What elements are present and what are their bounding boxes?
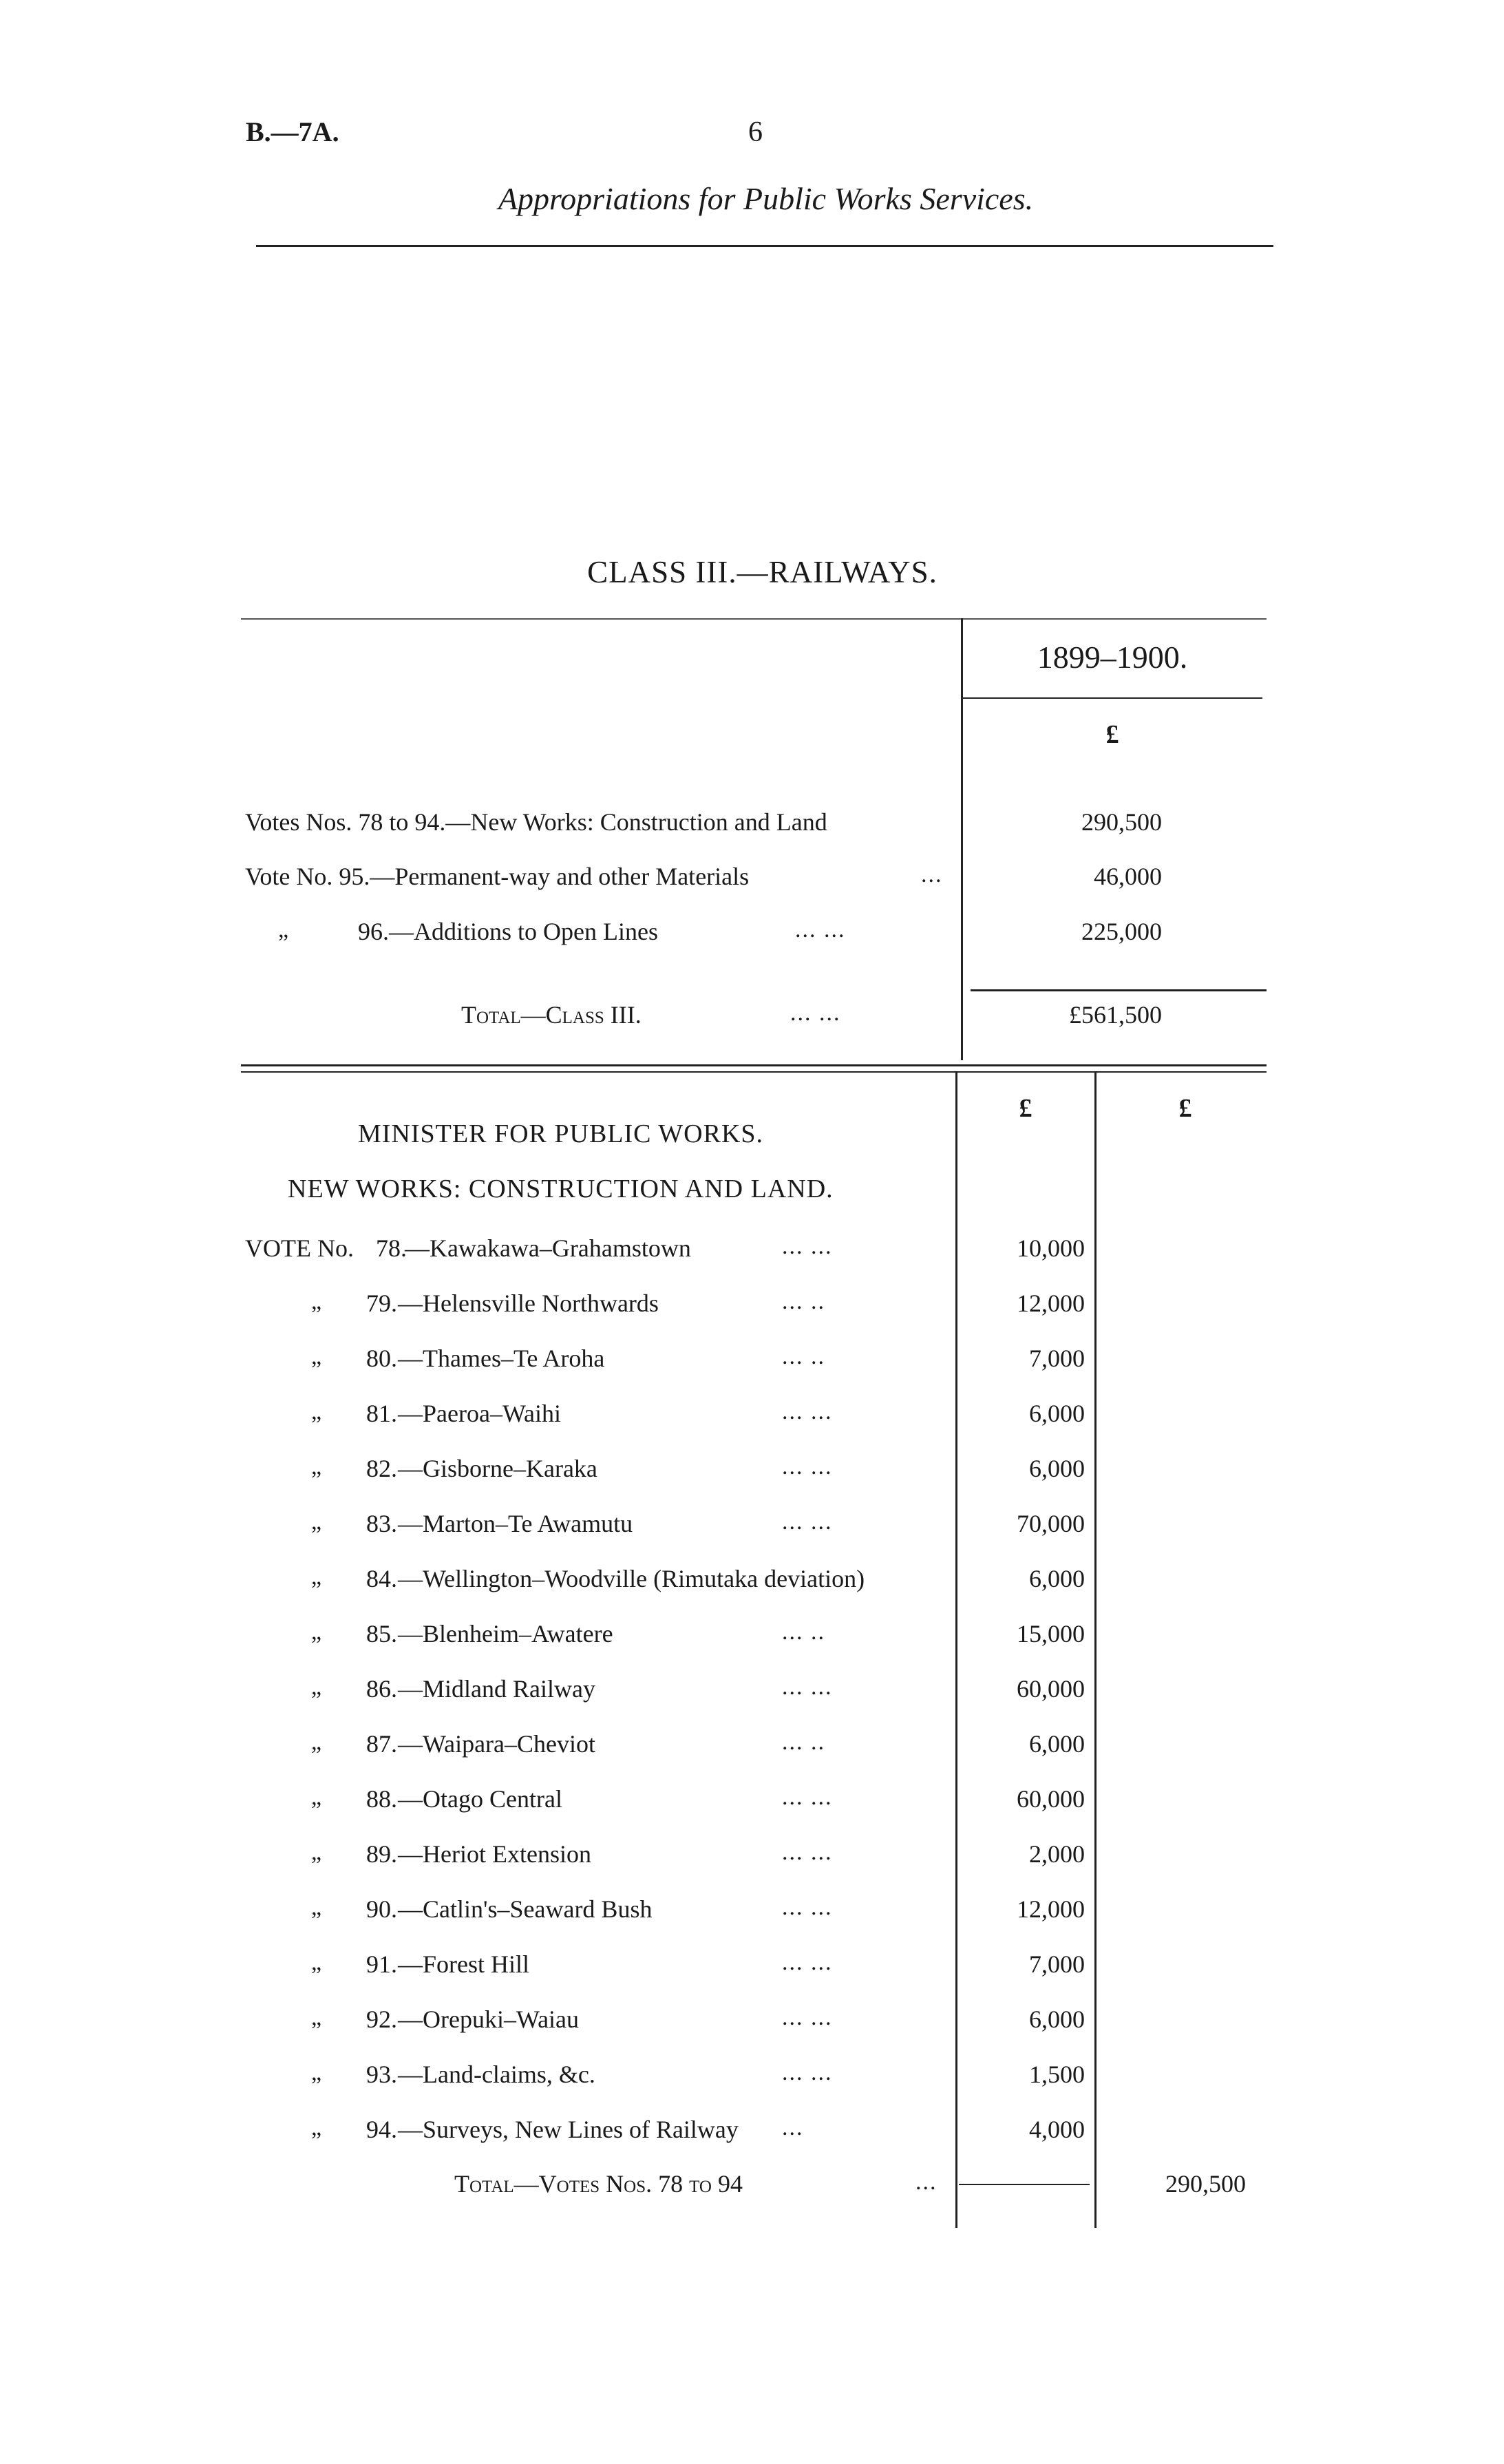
document-reference: B.—7A. — [246, 116, 339, 147]
vote-number: 80. — [366, 1345, 397, 1372]
class-row-amount: 46,000 — [1094, 863, 1162, 890]
vote-number: 93. — [366, 2061, 397, 2088]
vote-amount: 6,000 — [1029, 1565, 1085, 1592]
vote-number: 85. — [366, 1620, 397, 1647]
vote-amount: 6,000 — [1029, 1730, 1085, 1758]
class-top-rule — [241, 618, 1267, 620]
vote-dots: ... ... — [782, 1234, 833, 1259]
ditto-mark: „ — [311, 1454, 322, 1480]
ditto-mark: „ — [311, 1564, 322, 1590]
class-currency-symbol: £ — [1105, 720, 1119, 749]
class-total-dots: ... ... — [790, 1000, 841, 1026]
vote-dots: ... ... — [782, 2060, 833, 2085]
vote-dots: ... ... — [782, 1950, 833, 1975]
vote-name: —Surveys, New Lines of Railway — [398, 2116, 739, 2143]
vote-number: 91. — [366, 1950, 397, 1978]
vote-name: —Paeroa–Waihi — [398, 1400, 562, 1427]
vote-dots: ... .. — [782, 1289, 825, 1314]
ditto-mark: „ — [311, 1399, 322, 1424]
year-underline — [962, 697, 1262, 699]
vote-dots: ... ... — [782, 1784, 833, 1810]
vote-name: —Wellington–Woodville (Rimutaka deviation) — [398, 1565, 865, 1592]
ditto-mark: „ — [311, 2060, 322, 2085]
ditto-mark: „ — [278, 917, 289, 943]
vote-number: 82. — [366, 1455, 397, 1482]
vote-amount: 6,000 — [1029, 2005, 1085, 2033]
ditto-mark: „ — [311, 1950, 322, 1975]
vote-total-rule — [959, 2184, 1090, 2185]
class-row-label: Votes Nos. 78 to 94.—New Works: Construction and Land — [245, 808, 827, 836]
vote-name: —Land-claims, &c. — [398, 2061, 595, 2088]
ditto-mark: „ — [311, 1289, 322, 1314]
ditto-mark: „ — [311, 1895, 322, 1920]
ditto-mark: „ — [311, 1784, 322, 1810]
vote-amount: 4,000 — [1029, 2116, 1085, 2143]
vote-amount: 7,000 — [1029, 1950, 1085, 1978]
new-works-heading: NEW WORKS: CONSTRUCTION AND LAND. — [288, 1175, 834, 1203]
year-heading: 1899–1900. — [1037, 640, 1188, 675]
vote-number: 84. — [366, 1565, 397, 1592]
vote-number: 89. — [366, 1840, 397, 1868]
vote-number: 87. — [366, 1730, 397, 1758]
vote-number: 86. — [366, 1675, 397, 1703]
vote-name: —Gisborne–Karaka — [398, 1455, 597, 1482]
vote-dots: ... — [782, 2115, 804, 2140]
page-number: 6 — [748, 116, 763, 148]
vote-name: —Heriot Extension — [398, 1840, 591, 1868]
vote-amount: 15,000 — [1017, 1620, 1085, 1647]
vote-dots: ... .. — [782, 1344, 825, 1369]
vote-name: —Waipara–Cheviot — [398, 1730, 596, 1758]
vote-name: —Blenheim–Awatere — [398, 1620, 613, 1647]
vote-dots: ... ... — [782, 1454, 833, 1480]
column2-currency-symbol: £ — [1178, 1094, 1192, 1123]
class-row-dots: ... — [921, 862, 943, 887]
vote-amount: 6,000 — [1029, 1455, 1085, 1482]
vote-amount: 70,000 — [1017, 1510, 1085, 1537]
class-column-divider — [961, 618, 963, 1060]
class-row-amount: 290,500 — [1081, 808, 1162, 836]
page-title: Appropriations for Public Works Services. — [498, 181, 1034, 216]
vote-name: —Midland Railway — [398, 1675, 595, 1703]
vote-prefix: VOTE No. — [245, 1234, 354, 1262]
vote-number: 83. — [366, 1510, 397, 1537]
vote-number: 81. — [366, 1400, 397, 1427]
vote-amount: 1,500 — [1029, 2061, 1085, 2088]
vote-amount: 12,000 — [1017, 1289, 1085, 1317]
class-total-rule — [971, 989, 1267, 991]
class-row-label: 96.—Additions to Open Lines — [358, 918, 658, 945]
vote-amount: 60,000 — [1017, 1675, 1085, 1703]
vote-dots: ... ... — [782, 1895, 833, 1920]
vote-name: —Kawakawa–Grahamstown — [405, 1234, 691, 1262]
class-row-amount: 225,000 — [1081, 918, 1162, 945]
vote-amount: 60,000 — [1017, 1785, 1085, 1813]
ditto-mark: „ — [311, 1619, 322, 1645]
vote-dots: ... .. — [782, 1619, 825, 1645]
vote-total-amount: 290,500 — [1165, 2170, 1246, 2198]
ditto-mark: „ — [311, 1344, 322, 1369]
ditto-mark: „ — [311, 2115, 322, 2140]
vote-number: 94. — [366, 2116, 397, 2143]
vote-amount: 6,000 — [1029, 1400, 1085, 1427]
column1-currency-symbol: £ — [1019, 1094, 1032, 1123]
vote-name: —Helensville Northwards — [398, 1289, 659, 1317]
vote-amount: 10,000 — [1017, 1234, 1085, 1262]
vote-name: —Otago Central — [398, 1785, 562, 1813]
vote-dots: ... .. — [782, 1729, 825, 1755]
ditto-mark: „ — [311, 1674, 322, 1700]
vote-dots: ... ... — [782, 1399, 833, 1424]
amount-column-divider-2 — [1094, 1073, 1097, 2228]
vote-total-dots: ... — [915, 2169, 938, 2195]
vote-amount: 2,000 — [1029, 1840, 1085, 1868]
vote-number: 78. — [376, 1234, 407, 1262]
vote-number: 92. — [366, 2005, 397, 2033]
section-double-rule-bottom — [241, 1071, 1267, 1073]
class-row-label: Vote No. 95.—Permanent-way and other Materials — [245, 863, 750, 890]
vote-name: —Orepuki–Waiau — [398, 2005, 580, 2033]
vote-dots: ... ... — [782, 1509, 833, 1535]
vote-amount: 7,000 — [1029, 1345, 1085, 1372]
ditto-mark: „ — [311, 1840, 322, 1865]
class-row-dots: ... ... — [795, 917, 846, 943]
minister-heading: MINISTER FOR PUBLIC WORKS. — [358, 1119, 764, 1148]
vote-dots: ... ... — [782, 2005, 833, 2030]
vote-dots: ... ... — [782, 1840, 833, 1865]
vote-dots: ... ... — [782, 1674, 833, 1700]
vote-name: —Catlin's–Seaward Bush — [398, 1895, 653, 1923]
vote-number: 88. — [366, 1785, 397, 1813]
vote-number: 79. — [366, 1289, 397, 1317]
ditto-mark: „ — [311, 1729, 322, 1755]
vote-name: —Forest Hill — [398, 1950, 530, 1978]
header-rule — [256, 245, 1273, 247]
vote-amount: 12,000 — [1017, 1895, 1085, 1923]
ditto-mark: „ — [311, 1509, 322, 1535]
class-title: CLASS III.—RAILWAYS. — [587, 555, 938, 589]
class-total-amount: £561,500 — [1069, 1001, 1162, 1029]
section-double-rule-top — [241, 1064, 1267, 1066]
ditto-mark: „ — [311, 2005, 322, 2030]
vote-name: —Marton–Te Awamutu — [398, 1510, 633, 1537]
vote-name: —Thames–Te Aroha — [398, 1345, 605, 1372]
vote-total-label: Total—Votes Nos. 78 to 94 — [454, 2170, 743, 2198]
class-total-label: Total—Class III. — [461, 1001, 642, 1029]
vote-number: 90. — [366, 1895, 397, 1923]
